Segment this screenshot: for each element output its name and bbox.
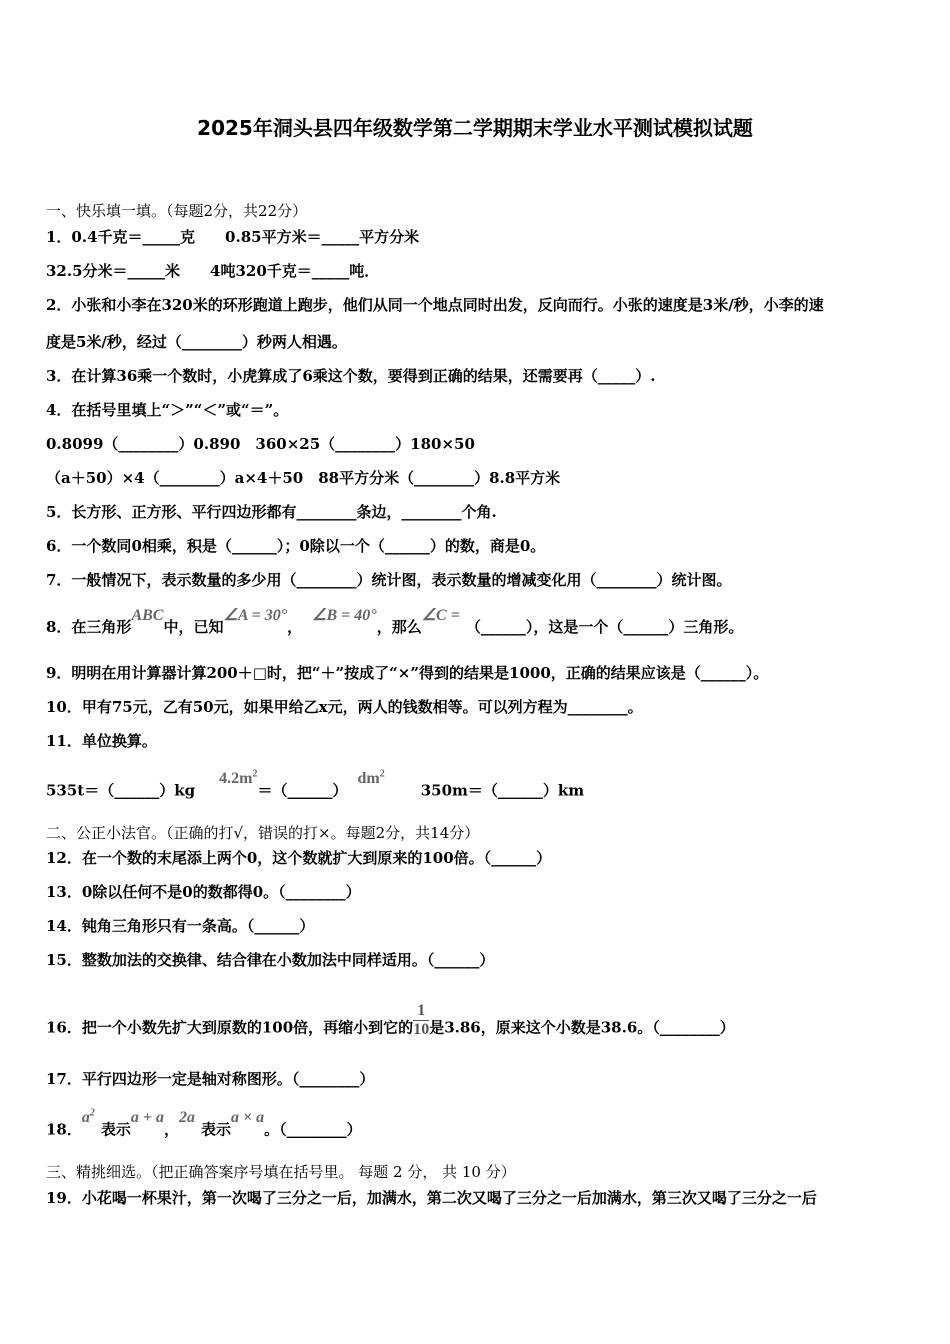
question-5: 5．长方形、正方形、平行四边形都有________条边，________个角. bbox=[46, 503, 497, 521]
question-8 bbox=[46, 607, 744, 638]
question-15: 15．整数加法的交换律、结合律在小数加法中同样适用。（______） bbox=[46, 951, 495, 969]
page-title: 2025年洞头县四年级数学第二学期期末学业水平测试模拟试题 bbox=[197, 116, 753, 140]
question-18 bbox=[46, 1108, 362, 1140]
question-6: 6．一个数同0相乘，积是（______）；0除以一个（______）的数，商是0。 bbox=[46, 537, 546, 555]
q11-unit-dm: $dm^2$ bbox=[357, 769, 385, 788]
q18-a-squared: $a^2$ bbox=[81, 1108, 95, 1127]
q18-comma: ， bbox=[164, 1120, 180, 1139]
q8-text-2: 中，已知 bbox=[163, 618, 224, 636]
q11-equals: ＝（______） bbox=[257, 781, 348, 800]
q8-comma: ， bbox=[287, 618, 303, 636]
q16-text-2: 是3.86，原来这个小数是38.6。（________） bbox=[429, 1018, 735, 1037]
question-9: 9．明明在用计算器计算200＋□时，把“＋”按成了“×”得到的结果是1000，正确的结果应该是（______）。 bbox=[46, 664, 769, 682]
question-16 bbox=[46, 1002, 735, 1047]
question-1b: 32.5分米＝_____米 4吨320千克＝_____吨． bbox=[46, 262, 380, 280]
q8-angle-c: ∠C = bbox=[421, 607, 460, 624]
question-10: 10．甲有75元，乙有50元，如果甲给乙x元，两人的钱数相等。可以列方程为________。 bbox=[46, 698, 643, 716]
question-12: 12．在一个数的末尾添上两个0，这个数就扩大到原来的100倍。（______） bbox=[46, 849, 552, 867]
section-3-heading: 三、精挑细选。（把正确答案序号填在括号里。 每题 2 分， 共 10 分） bbox=[46, 1163, 516, 1181]
question-11: 11．单位换算。 bbox=[46, 732, 157, 750]
q18-show-2: 表示 bbox=[201, 1120, 232, 1139]
q18-show-1: 表示 bbox=[100, 1120, 131, 1139]
question-14: 14．钝角三角形只有一条高。（______） bbox=[46, 917, 315, 935]
question-4b: （a＋50）×4（________）a×4＋50 88平方分米（________）8.8平方米 bbox=[46, 469, 561, 487]
question-2b: 度是5米/秒，经过（________）秒两人相遇。 bbox=[46, 333, 347, 351]
question-19: 19．小花喝一杯果汁，第一次喝了三分之一后，加满水，第二次又喝了三分之一后加满水，第三次又喝了三分之一后 bbox=[46, 1189, 817, 1207]
q18-number: 18． bbox=[46, 1120, 82, 1139]
q8-text-3: ，那么 bbox=[376, 618, 422, 636]
q11-mass: 535t＝（______）kg bbox=[46, 781, 196, 800]
q8-triangle-abc: ABC bbox=[131, 607, 164, 624]
question-13: 13．0除以任何不是0的数都得0。（________） bbox=[46, 883, 361, 901]
q11-length: 350m＝（______）km bbox=[420, 781, 585, 800]
q16-text-1: 16．把一个小数先扩大到原数的100倍，再缩小到它的 bbox=[46, 1018, 414, 1037]
question-11-row bbox=[46, 769, 585, 801]
q8-angle-b: ∠B = 40° bbox=[312, 607, 377, 624]
q8-angle-a: ∠A = 30° bbox=[223, 607, 288, 624]
question-4a: 0.8099（________）0.890 360×25（________）180×50 bbox=[46, 435, 475, 453]
q11-area: $4.2m^2$ bbox=[219, 769, 258, 788]
question-3: 3．在计算36乘一个数时，小虎算成了6乘这个数，要得到正确的结果，还需要再（_____）. bbox=[46, 367, 656, 385]
question-1a: 1．0.4千克＝_____克 0.85平方米＝_____平方分米 bbox=[46, 228, 420, 246]
question-17: 17．平行四边形一定是轴对称图形。（________） bbox=[46, 1070, 375, 1088]
q8-text-1: 8．在三角形 bbox=[46, 618, 132, 636]
section-1-heading: 一、快乐填一填。（每题2分，共22分） bbox=[46, 202, 308, 220]
q18-a-plus-a: a + a bbox=[130, 1109, 165, 1127]
question-2a: 2．小张和小李在320米的环形跑道上跑步，他们从同一个地点同时出发，反向而行。小张的速度是3米/秒，小李的速 bbox=[46, 296, 824, 314]
q18-two-a: 2a bbox=[179, 1109, 196, 1127]
q18-end: 。（________） bbox=[264, 1120, 362, 1139]
question-7: 7．一般情况下，表示数量的多少用（________）统计图，表示数量的增减变化用（________）统计图。 bbox=[46, 571, 732, 589]
question-4: 4．在括号里填上“＞”“＜”或“＝”。 bbox=[46, 401, 289, 419]
section-2-heading: 二、公正小法官。（正确的打√，错误的打×。每题2分，共14分） bbox=[46, 824, 480, 842]
q16-fraction: $\frac{1}{10}$ bbox=[413, 1002, 430, 1038]
q8-text-4: （______），这是一个（______）三角形。 bbox=[465, 618, 744, 636]
q18-a-times-a: a × a bbox=[231, 1109, 265, 1127]
